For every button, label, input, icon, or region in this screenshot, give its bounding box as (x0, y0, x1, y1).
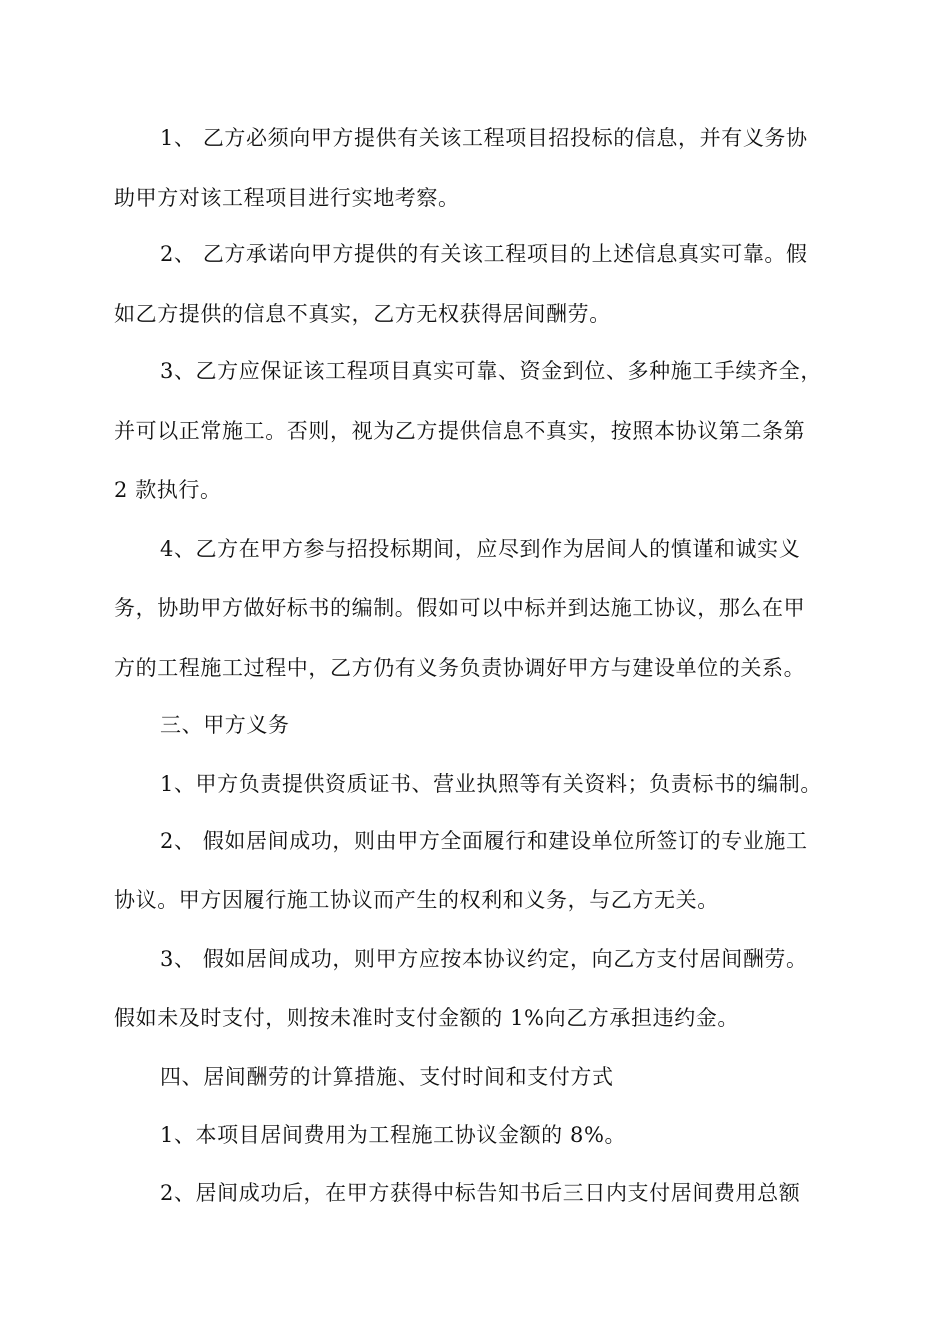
clause-2-2-line-1: 2、 乙方承诺向甲方提供的有关该工程项目的上述信息真实可靠。假 (160, 242, 808, 266)
clause-2-1-line-1: 1、 乙方必须向甲方提供有关该工程项目招投标的信息，并有义务协 (160, 126, 808, 150)
clause-3-3-line-2: 假如未及时支付，则按未准时支付金额的 1%向乙方承担违约金。 (114, 1006, 739, 1030)
clause-2-4-line-1: 4、乙方在甲方参与招投标期间，应尽到作为居间人的慎谨和诚实义 (160, 537, 801, 561)
clause-4-1-line-1: 1、本项目居间费用为工程施工协议金额的 8%。 (160, 1123, 627, 1147)
clause-2-4-line-2: 务，协助甲方做好标书的编制。假如可以中标并到达施工协议，那么在甲 (114, 596, 806, 620)
clause-2-1-line-2: 助甲方对该工程项目进行实地考察。 (114, 186, 460, 210)
clause-3-2-line-2: 协议。甲方因履行施工协议而产生的权利和义务，与乙方无关。 (114, 888, 719, 912)
section-4-heading: 四、居间酬劳的计算措施、支付时间和支付方式 (160, 1065, 614, 1089)
clause-2-3-line-3: 2 款执行。 (114, 478, 222, 502)
clause-3-1-line-1: 1、甲方负责提供资质证书、营业执照等有关资料；负责标书的编制。 (160, 772, 822, 796)
section-3-heading: 三、甲方义务 (160, 713, 290, 737)
clause-2-4-line-3: 方的工程施工过程中，乙方仍有义务负责协调好甲方与建设单位的关系。 (114, 656, 806, 680)
clause-3-3-line-1: 3、 假如居间成功，则甲方应按本协议约定，向乙方支付居间酬劳。 (160, 947, 808, 971)
clause-2-2-line-2: 如乙方提供的信息不真实，乙方无权获得居间酬劳。 (114, 302, 611, 326)
clause-2-3-line-1: 3、乙方应保证该工程项目真实可靠、资金到位、多种施工手续齐全， (160, 359, 822, 383)
clause-4-2-line-1: 2、居间成功后，在甲方获得中标告知书后三日内支付居间费用总额 (160, 1181, 801, 1205)
clause-3-2-line-1: 2、 假如居间成功，则由甲方全面履行和建设单位所签订的专业施工 (160, 829, 808, 853)
clause-2-3-line-2: 并可以正常施工。否则，视为乙方提供信息不真实，按照本协议第二条第 (114, 419, 806, 443)
